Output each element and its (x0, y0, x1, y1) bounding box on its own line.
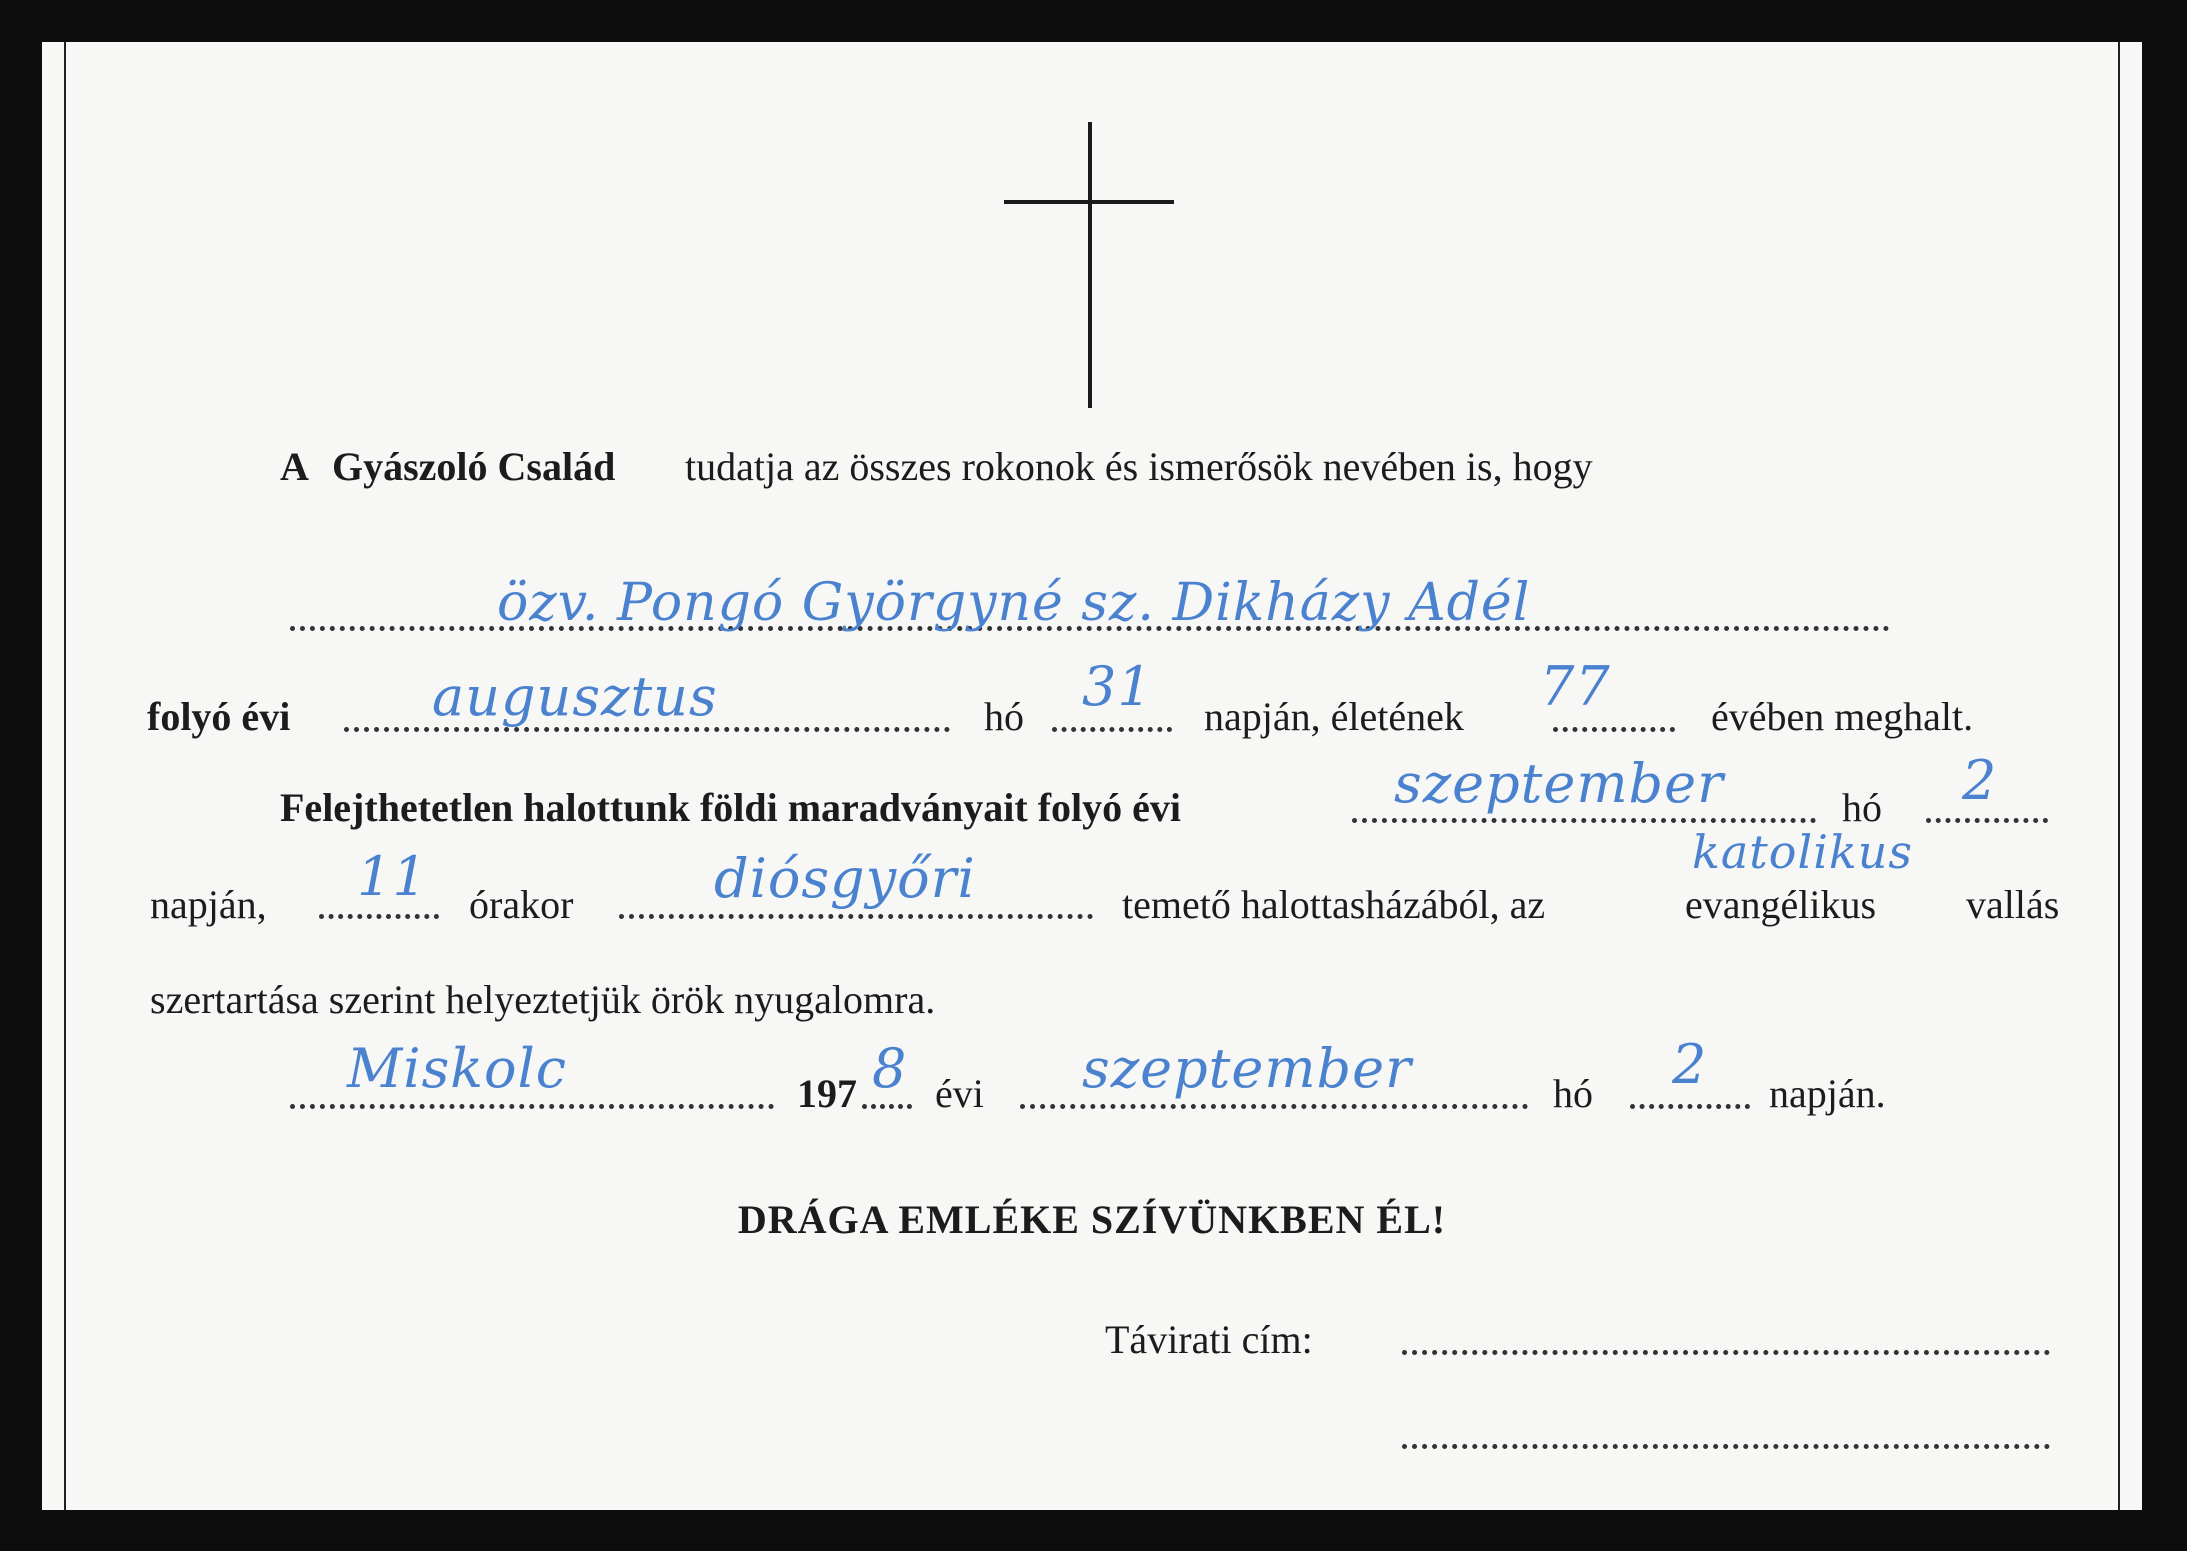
telegram-label: Távirati cím: (1105, 1317, 1313, 1362)
death-prefix: folyó évi (147, 694, 291, 739)
funeral-religion-written: katolikus (1692, 825, 1914, 879)
intro-word-a: A (280, 444, 309, 489)
funeral-temeto: temető halottasházából, az (1122, 882, 1546, 927)
dateline-ho: hó (1553, 1071, 1593, 1116)
telegram-dots-2 (1402, 1438, 2050, 1449)
funeral-month: szeptember (1394, 752, 1724, 815)
dateline-napjan: napján. (1769, 1071, 1886, 1116)
right-border-line (2118, 42, 2120, 1510)
funeral-napjan: napján, (150, 882, 267, 927)
cross-icon (1088, 122, 1092, 408)
death-ho: hó (984, 694, 1024, 739)
obituary-card (42, 42, 2142, 1510)
funeral-day-dots (1926, 812, 2048, 823)
cross-icon-bar (1004, 200, 1174, 204)
dateline-day: 2 (1672, 1033, 1708, 1096)
funeral-day: 2 (1962, 749, 1998, 812)
funeral-text-1: Felejthetetlen halottunk földi maradványait folyó évi (280, 785, 1182, 830)
funeral-hour-dots (319, 908, 439, 919)
death-suffix: évében meghalt. (1711, 694, 1974, 739)
death-day: 31 (1082, 655, 1153, 718)
dateline-evi: évi (935, 1071, 984, 1116)
dateline-year-digit: 8 (872, 1037, 908, 1100)
funeral-vallas: vallás (1966, 882, 2060, 927)
funeral-ho: hó (1842, 785, 1882, 830)
left-border-line (64, 42, 66, 1510)
funeral-cemetery: diósgyőri (714, 847, 976, 910)
dateline-year-prefix: 197 (797, 1071, 857, 1116)
deceased-name: özv. Pongó Györgyné sz. Dikházy Adél (497, 573, 1531, 633)
closing-text: DRÁGA EMLÉKE SZÍVÜNKBEN ÉL! (737, 1197, 1447, 1242)
dateline-month: szeptember (1082, 1037, 1412, 1100)
funeral-hour: 11 (357, 845, 428, 908)
intro-rest: tudatja az összes rokonok és ismerősök nevében is, hogy (685, 444, 1593, 489)
death-month: augusztus (432, 665, 718, 728)
funeral-orakor: órakor (469, 882, 574, 927)
dateline-place: Miskolc (347, 1037, 568, 1100)
death-napjan-eletenek: napján, életének (1204, 694, 1464, 739)
telegram-dots-1 (1402, 1344, 2050, 1355)
dateline-day-dots (1630, 1098, 1750, 1109)
intro-family: Gyászoló Család (332, 444, 616, 489)
funeral-line-3-text: szertartása szerint helyeztetjük örök nyugalomra. (150, 977, 936, 1022)
death-age: 77 (1540, 655, 1611, 718)
death-day-dots (1052, 721, 1172, 732)
death-age-dots (1553, 721, 1675, 732)
funeral-religion-printed: evangélikus (1685, 882, 1877, 927)
